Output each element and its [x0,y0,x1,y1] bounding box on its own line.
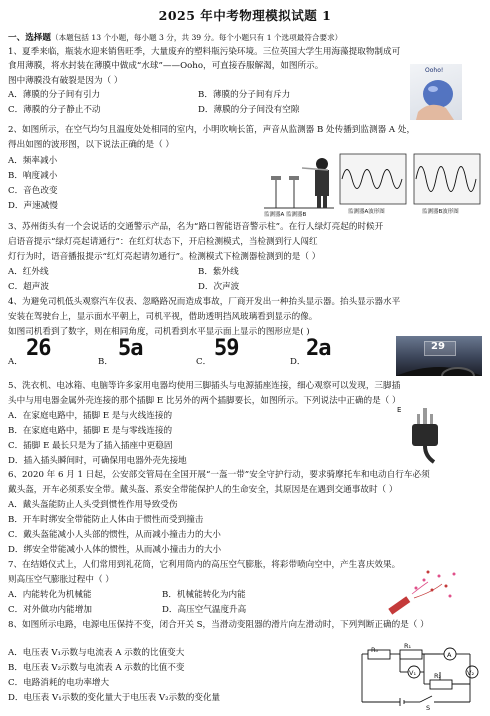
q8-option-c[interactable]: C．电路消耗的电功率增大 [8,678,110,688]
q6-option-c[interactable]: C．戴头盔能减小人头部的惯性，从而减小撞击力的大小 [8,530,221,540]
q3-option-b[interactable]: B．紫外线 [198,267,239,277]
q3-option-d[interactable]: D．次声波 [198,282,240,292]
q4-option-c-figure[interactable]: 59 [214,336,239,361]
q1-option-b[interactable]: B．薄膜的分子间有斥力 [198,90,291,100]
plug-pin-e-label: E [397,406,402,414]
q1-option-d[interactable]: D．薄膜的分子间没有空隙 [198,105,300,115]
q4-option-d-figure[interactable]: 2a [306,336,331,361]
q3-line-1: 3、苏州街头有一个会说话的交通警示产品，名为“路口智能语音警示柱”。在行人绿灯亮起的时候开 [8,222,384,232]
q6-option-d[interactable]: D．绑安全带能减小人体的惯性，从而减小撞击力的大小 [8,545,222,555]
q5-option-c[interactable]: C．插脚 E 最长只是为了插入插座中更稳固 [8,441,173,451]
q4-option-a-letter[interactable]: A． [8,357,23,367]
q3-line-2: 启语音提示“绿灯亮起请通行”：在红灯状态下，开启检测模式，当检测到行人闯红 [8,237,318,247]
q5-option-a[interactable]: A．在家庭电路中，插脚 E 是与火线连接的 [8,411,173,421]
q7-line-1: 7、在结婚仪式上，人们常用到礼花筒，它利用筒内的高压空气膨胀，将彩带喷向空中，产生喜庆效果。 [8,560,401,570]
q4-option-b-letter[interactable]: B． [98,357,113,367]
ooho-label: Ooho! [425,67,444,74]
three-pin-plug-illustration [404,408,446,464]
q1-line-2: 食用薄膜，将水封装在薄膜中做成“水球”——Ooho，可直接吞服解渴，如图所示。 [8,61,324,71]
q4-option-a-figure[interactable]: 26 [26,336,51,361]
circuit-label-ammeter: A [447,651,452,659]
q5-line-2: 头中与用电器金属外壳连接的那个插脚 E 比另外的两个插脚要长，如图所示。下列说法中正确的是（ ） [8,396,401,406]
q5-option-d[interactable]: D．插入插头瞬间时，可确保用电器外壳先接地 [8,456,187,466]
q2-option-b[interactable]: B．响度减小 [8,171,58,181]
q7-option-b[interactable]: B．机械能转化为内能 [162,590,246,600]
q6-option-b[interactable]: B．开车时绑安全带能防止人体由于惯性而受到撞击 [8,515,204,525]
circuit-label-v2: V₂ [467,669,475,677]
q4-line-2: 安装在驾驶台上，显示面水平朝上，司机平视，借助透明挡风玻璃看到显示的像。 [8,312,318,322]
q7-option-d[interactable]: D．高压空气温度升高 [162,605,247,615]
q2-line-2: 得出如图的波形图，以下说法正确的是（ ） [8,140,175,150]
q2-option-a[interactable]: A．频率减小 [8,156,58,166]
confetti-cannon-illustration [384,568,464,620]
q7-option-a[interactable]: A．内能转化为机械能 [8,590,92,600]
q2-option-d[interactable]: D．声速减慢 [8,201,58,211]
q8-option-a[interactable]: A．电压表 V₁示数与电流表 A 示数的比值变大 [8,648,185,658]
q1-line-1: 1、夏季来临，瓶装水迎来销售旺季，大量废弃的塑料瓶污染环境。三位英国大学生用海藻提取物制成可 [8,47,401,57]
circuit-label-switch: S [426,704,431,712]
circuit-label-v1: V₁ [409,669,417,677]
hud-value: 29 [431,341,445,352]
monitor-a-label: 监测器A [264,212,285,218]
q5-line-1: 5、洗衣机、电冰箱、电脑等许多家用电器均使用三脚插头与电源插座连接，细心观察可以发现，三脚插 [8,381,401,391]
q3-option-c[interactable]: C．超声波 [8,282,49,292]
circuit-label-r0: R₀ [371,646,379,654]
steering-wheel-icon [396,336,482,376]
section-note: （本题包括 13 个小题，每小题 3 分，共 39 分。每个小题只有 1 个选项最符合要求） [50,33,343,42]
q4-line-1: 4、为避免司机低头观察汽车仪表、忽略路况而造成事故，厂商开发出一种抬头显示器。抬头显示器水平 [8,297,401,307]
q4-option-d-letter[interactable]: D． [290,357,306,367]
q4-option-c-letter[interactable]: C． [196,357,212,367]
q3-line-3: 灯行为时，语音播报提示“红灯亮起请勿通行”。检测模式下检测器检测到的是（ ） [8,252,321,262]
q4-option-b-figure[interactable]: 5a [118,336,143,361]
section-heading-row [8,32,342,44]
q6-option-a[interactable]: A．戴头盔能防止人头受到惯性作用导致受伤 [8,500,178,510]
q2-line-1: 2、如图所示，在空气均匀且温度处处相同的室内，小明吹响长笛，声音从监测器 B 处传播到监测器 A 处， [8,125,416,135]
q6-line-1: 6、2020 年 6 月 1 日起，公安部交管局在全国开展“一盔一带”安全守护行动，要求骑摩托车和电动自行车必须 [8,470,430,480]
page-title: 2025 年中考物理模拟试题 1 [158,8,332,23]
q4-line-3: 如图司机看到了数字，则在相同角度，司机看到水平显示面上显示的图形应是( ) [8,327,310,337]
q8-line-1: 8、如图所示电路，电源电压保持不变，闭合开关 S，当滑动变阻器的滑片向左滑动时，下列判断正确的是（ ） [8,620,429,630]
q6-line-2: 戴头盔，开车必须系安全带。戴头盔、系安全带能保护人的生命安全，其原因是在遇到交通事故时（ ） [8,485,398,495]
q8-option-d[interactable]: D．电压表 V₁示数的变化量大于电压表 V₂示数的变化量 [8,693,221,703]
circuit-label-r2: R₂ [434,672,442,680]
q5-option-b[interactable]: B．在家庭电路中，插脚 E 是与零线连接的 [8,426,173,436]
q3-option-a[interactable]: A．红外线 [8,267,49,277]
section-heading: 一、选择题 [8,33,51,43]
ooho-photo [410,64,462,120]
q2-option-c[interactable]: C．音色改变 [8,186,58,196]
circuit-diagram [360,636,484,712]
wave-b-caption: 监测器B波形图 [422,209,459,215]
circuit-label-r1: R₁ [404,642,412,650]
q1-option-c[interactable]: C．薄膜的分子静止不动 [8,105,101,115]
q7-line-2: 则高压空气膨胀过程中（ ） [8,575,114,585]
q7-option-c[interactable]: C．对外做功内能增加 [8,605,92,615]
hud-photo [396,336,482,376]
q1-line-3: 图中薄膜没有破裂是因为（ ） [8,76,123,86]
wave-a-caption: 监测器A波形图 [348,209,385,215]
q8-option-b[interactable]: B．电压表 V₂示数与电流表 A 示数的比值不变 [8,663,185,673]
q1-option-a[interactable]: A．薄膜的分子间有引力 [8,90,101,100]
monitor-b-label: 监测器B [286,212,307,218]
